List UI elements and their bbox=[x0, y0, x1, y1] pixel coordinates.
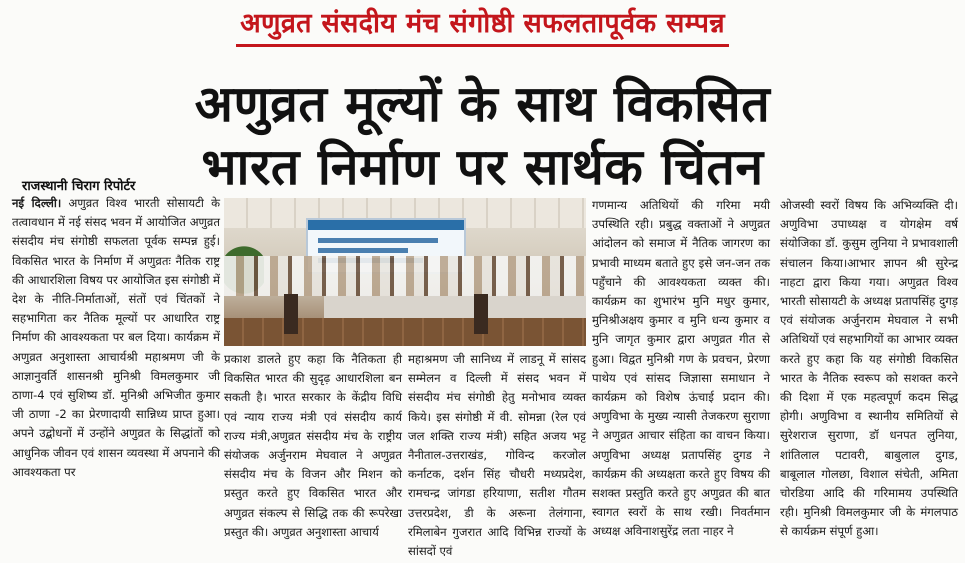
event-photo bbox=[224, 198, 586, 346]
article-column-3 bbox=[408, 350, 586, 560]
article-column-4 bbox=[592, 196, 770, 560]
kicker-headline: अणुव्रत संसदीय मंच संगोष्ठी सफलतापूर्वक सम्पन्न bbox=[236, 4, 729, 47]
column-3-text: महाश्रमण जी सानिध्य में लाडनू में सांसद सम्मेलन व दिल्ली में संसद भवन में संसदीय मंच संगोष्ठी हेतु मनोभाव व्यक्त किये। इस संगोष्ठी में वी. सोमन्ना (रेल एवं जल शक्ति राज्य मंत्री) सहित अजय भट्ट नैनीताल-उत्तराखंड, गोविन्द करजोल कर्नाटक, दर्शन सिंह चौधरी मध्यप्रदेश, रामचन्द्र जांगडा हरियाणा, सतीश गौतम उत्तरप्रदेश, डी के अरूना तेलंगाना, रमिलाबेन गुजरात आदि विभिन्न राज्यों के सांसदों एवं bbox=[408, 352, 586, 559]
photo-table bbox=[324, 296, 586, 320]
photo-chair bbox=[474, 294, 488, 334]
headline-line-2: भारत निर्माण पर सार्थक चिंतन bbox=[201, 138, 764, 196]
banner-strip bbox=[308, 220, 464, 230]
article-column-2 bbox=[224, 350, 402, 560]
main-headline bbox=[0, 75, 965, 196]
headline-line-1: अणुव्रत मूल्यों के साथ विकसित bbox=[194, 75, 771, 133]
column-1-text: अणुव्रत विश्व भारती सोसायटी के तत्वावधान में नई संसद भवन में आयोजित अणुव्रत संसदीय मंच संगोष्ठी सफलता पूर्वक सम्पन्न हुई। विकसित भारत के निर्माण में अणुव्रतः नैतिक राष्ट्र की आधारशिला विषय पर आयोजित इस संगोष्ठी में देश के नीति-निर्माताओं, संतों एवं चिंतकों ने सहभागिता कर नैतिक मूल्यों पर आधारित राष्ट्र निर्माण की आवश्यकता पर बल दिया। कार्यक्रम में अणुव्रत अनुशास्ता आचार्यश्री महाश्रमण जी के आज्ञानुवर्ति शासनश्री मुनिश्री विमलकुमार जी ठाणा-4 एवं सुशिष्य डॉ. मुनिश्री अभिजीत कुमार जी ठाणा -2 का प्रेरणादायी सान्निध्य प्राप्त हुआ। अपने उद्बोधनों में उन्होंने अणुव्रत के सिद्धांतों को आधुनिक जीवन एवं शासन व्यवस्था में अपनाने की आवश्यकता पर bbox=[12, 196, 220, 479]
dateline: नई दिल्ली। bbox=[12, 196, 62, 210]
photo-attendees bbox=[224, 256, 586, 296]
banner-line bbox=[318, 248, 408, 253]
photo-wood-panel bbox=[224, 318, 586, 346]
column-5-text: ओजस्वी स्वरों विषय कि अभिव्यक्ति दी।अणुविभा उपाध्यक्ष व योगक्षेम वर्ष संयोजिका डॉ. कुसुम लुनिया ने प्रभावशाली संचालन किया।आभार ज्ञापन श्री सुरेन्द्र नाहटा द्वारा किया गया। अणुव्रत विश्व भारती सोसायटी के अध्यक्ष प्रतापसिंह दुगड़ एवं संयोजक अर्जुनराम मेघवाल ने सभी अतिथियों एवं सहभागियों का आभार व्यक्त करते हुए कहा कि यह संगोष्ठी विकसित भारत के नैतिक स्वरूप को सशक्त करने की दिशा में एक महत्वपूर्ण कदम सिद्ध होगी। अणुविभा व स्थानीय समितियों से सुरेशराज सुराणा, डॉ धनपत लुनिया, शांतिलाल पटावरी, बाबुलाल दुगड, बाबूलाल गोलछा, विशाल संचेती, अमिता चोरडिया आदि की गरिमामय उपस्थिति रही। मुनिश्री विमलकुमार जी के मंगलपाठ से कार्यक्रम संपूर्ण हुआ। bbox=[780, 198, 958, 539]
article-column-1 bbox=[12, 194, 220, 560]
byline: राजस्थानी चिराग रिपोर्टर bbox=[22, 179, 136, 194]
banner-line bbox=[318, 238, 438, 243]
photo-chair bbox=[284, 294, 298, 334]
kicker-container bbox=[0, 4, 965, 47]
article-column-5 bbox=[780, 196, 958, 560]
column-4-text: गणमान्य अतिथियों की गरिमा मयी उपस्थिति रही। प्रबुद्ध वक्ताओं ने अणुव्रत आंदोलन को समाज में नैतिक जागरण का प्रभावी माध्यम बताते हुए इसे जन-जन तक पहुँचाने की आवश्यकता व्यक्त की। कार्यक्रम का शुभारंभ मुनि मधुर कुमार, मुनिश्रीअक्षय कुमार व मुनि धन्य कुमार व मुनि जागृत कुमार द्वारा अणुव्रत गीत से हुआ। विद्वत मुनिश्री गण के प्रवचन, प्रेरणा पाथेय एवं सांसद जिज्ञासा समाधान ने कार्यक्रम को विशेष ऊंचाई प्रदान की। अणुविभा के मुख्य न्यासी तेजकरण सुराणा ने अणुव्रत आचार संहिता का वाचन किया। अणुविभा अध्यक्ष प्रतापसिंह दुगड ने कार्यक्रम की अध्यक्षता करते हुए विषय की सशक्त प्रस्तुति करते हुए अणुव्रत की बात स्वागत स्वरों के साथ रखी। निवर्तमान अध्यक्ष अविनाशसुरेंद्र लता नाहर ने bbox=[592, 198, 770, 539]
column-2-text: प्रकाश डालते हुए कहा कि नैतिकता ही विकसित भारत की सुदृढ़ आधारशिला बन सकती है। भारत सरकार के केंद्रीय विधि एवं न्याय राज्य मंत्री एवं संसदीय कार्य राज्य मंत्री,अणुव्रत संसदीय मंच के राष्ट्रीय संयोजक अर्जुनराम मेघवाल ने अणुव्रत संसदीय मंच के विजन और मिशन को प्रस्तुत करते हुए विकसित भारत और अणुव्रत संकल्प से सिद्धि तक की रूपरेखा प्रस्तुत की। अणुव्रत अनुशास्ता आचार्य bbox=[224, 352, 402, 539]
